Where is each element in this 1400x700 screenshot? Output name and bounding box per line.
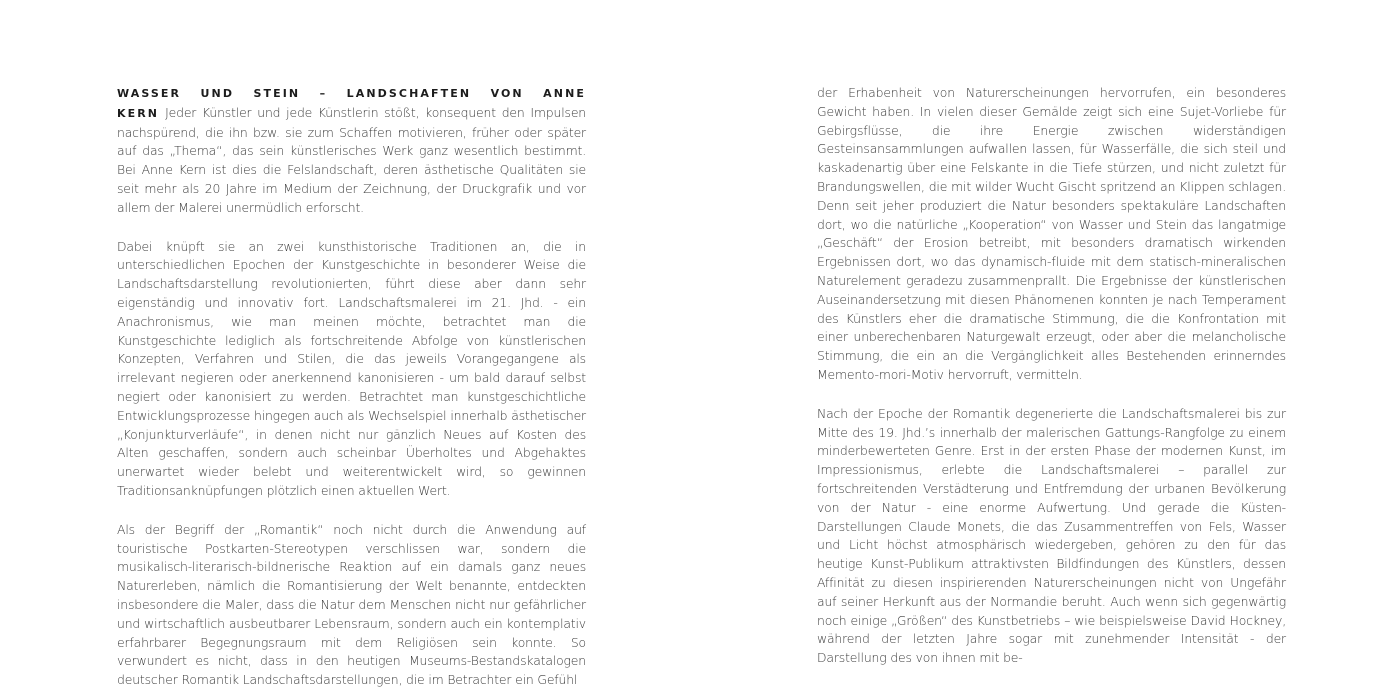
left-text-column [117, 84, 586, 690]
body-paragraph: Nach der Epoche der Romantik degenerierte die Landschaftsmalerei bis zur Mitte des 19. Jhd.’s innerhalb der malerischen Gattungs-Rangfolge zu einem minderbewerteten Genre. Erst in der ersten Phase der modernen Kunst, im Impressionismus, erlebte die Landschaftsmalerei – parallel zur fortschreitenden Verstädterung und Entfremdung der urbanen Bevölkerung von der Natur - eine enorme Aufwertung. Und gerade die Küsten-Darstellungen Claude Monets, die das Zusammentreffen von Fels, Wasser und Licht höchst atmosphärisch wiedergeben, gehören zu den für das heutige Kunst-Publikum attraktivsten Bildfindungen des Künstlers, dessen Affinität zu diesen inspirierenden Naturerscheinungen nicht von Ungefähr auf seiner Herkunft aus der Normandie beruht. Auch wenn sich gegenwärtig noch einige „Größen“ des Kunstbetriebs – wie beispielsweise David Hockney, während der letzten Jahre sogar mit zunehmender Intensität - der Darstellung des von ihnen mit be- [817, 405, 1286, 666]
intro-paragraph [117, 84, 586, 218]
body-paragraph: Dabei knüpft sie an zwei kunsthistorische Traditionen an, die in unterschiedlichen Epochen der Kunstgeschichte in besonderer Weise die Landschaftsdarstellung revolutionierten, führt diese aber dann sehr eigenständig und innovativ fort. Landschaftsmalerei im 21. Jhd. - ein Anachronismus, wie man meinen möchte, betrachtet man die Kunstgeschichte lediglich als fortschreitende Abfolge von künstlerischen Konzepten, Verfahren und Stilen, die das jeweils Vorangegangene als irrelevant negieren oder anerkennend kanonisieren - um bald darauf selbst negiert oder kanonisiert zu werden. Betrachtet man kunstgeschichtliche Entwicklungsprozesse hingegen auch als Wechselspiel innerhalb ästhetischer „Konjunkturverläufe“, in denen nicht nur gänzlich Neues auf Kosten des Alten geschaffen, sondern auch scheinbar Überholtes und Abgehaktes unerwartet wieder belebt und weiterentwickelt wird, so gewinnen Traditionsanknüpfungen plötzlich einen aktuellen Wert. [117, 238, 586, 498]
right-text-column [817, 84, 1286, 668]
right-page [700, 0, 1400, 700]
body-paragraph: der Erhabenheit von Naturerscheinungen hervorrufen, ein besonderes Gewicht haben. In vielen dieser Gemälde zeigt sich eine Sujet-Vorliebe für Gebirgsflüsse, die ihre Energie zwischen widerständigen Gesteinsansammlungen aufwallen lassen, für Wasserfälle, die sich steil und kaskadenartig über eine Felskante in die Tiefe stürzen, und nicht zuletzt für Brandungswellen, die mit wilder Wucht Gischt spritzend an Klippen schlagen. Denn seit jeher produziert die Natur besonders spektakuläre Landschaften dort, wo die natürliche „Kooperation“ von Wasser und Stein das langatmige „Geschäft“ der Erosion betreibt, mit besonders dramatisch wirkenden Ergebnissen dort, wo das dynamisch-fluide mit dem statisch-mineralischen Naturelement geradezu zusammenprallt. Die Ergebnisse der künstlerischen Auseinandersetzung mit diesen Phänomenen konnten je nach Temperament des Künstlers eher die dramatische Stimmung, die die Konfrontation mit einer unberechenbaren Naturgewalt erzeugt, oder aber die melancholische Stimmung, die ein an die Vergänglichkeit alles Bestehenden erinnerndes Memento-mori-Motiv hervorruft, vermitteln. [817, 85, 1286, 382]
body-paragraph: Als der Begriff der „Romantik“ noch nicht durch die Anwendung auf touristische Postkarten-Stereotypen verschlissen war, sondern die musikalisch-literarisch-bildnerische Reaktion auf ein damals ganz neues Naturerleben, nämlich die Romantisierung der Welt benannte, entdeckten insbesondere die Maler, dass die Natur dem Menschen nicht nur gefährlicher und wirtschaftlich ausbeutbarer Lebensraum, sondern auch ein kontemplativ erfahrbarer Begegnungsraum mit dem Religiösen sein konnte. So verwundert es nicht, dass in den heutigen Museums-Bestandskatalogen deutscher Romantik Landschaftsdarstellungen, die im Betrachter ein Gefühl [117, 521, 586, 688]
essay-title: WASSER UND STEIN – LANDSCHAFTEN VON ANNE KERN [117, 87, 586, 120]
intro-paragraph-text: Jeder Künstler und jede Künstlerin stößt, konsequent den Impulsen nachspürend, die ihn bzw. sie zum Schaffen motivieren, früher oder später auf das „Thema“, das sein künstlerisches Werk ganz wesentlich bestimmt. Bei Anne Kern ist dies die Felslandschaft, deren ästhetische Qualitäten sie seit mehr als 20 Jahre im Medium der Zeichnung, der Druckgrafik und vor allem der Malerei unermüdlich erforscht. [117, 104, 586, 215]
